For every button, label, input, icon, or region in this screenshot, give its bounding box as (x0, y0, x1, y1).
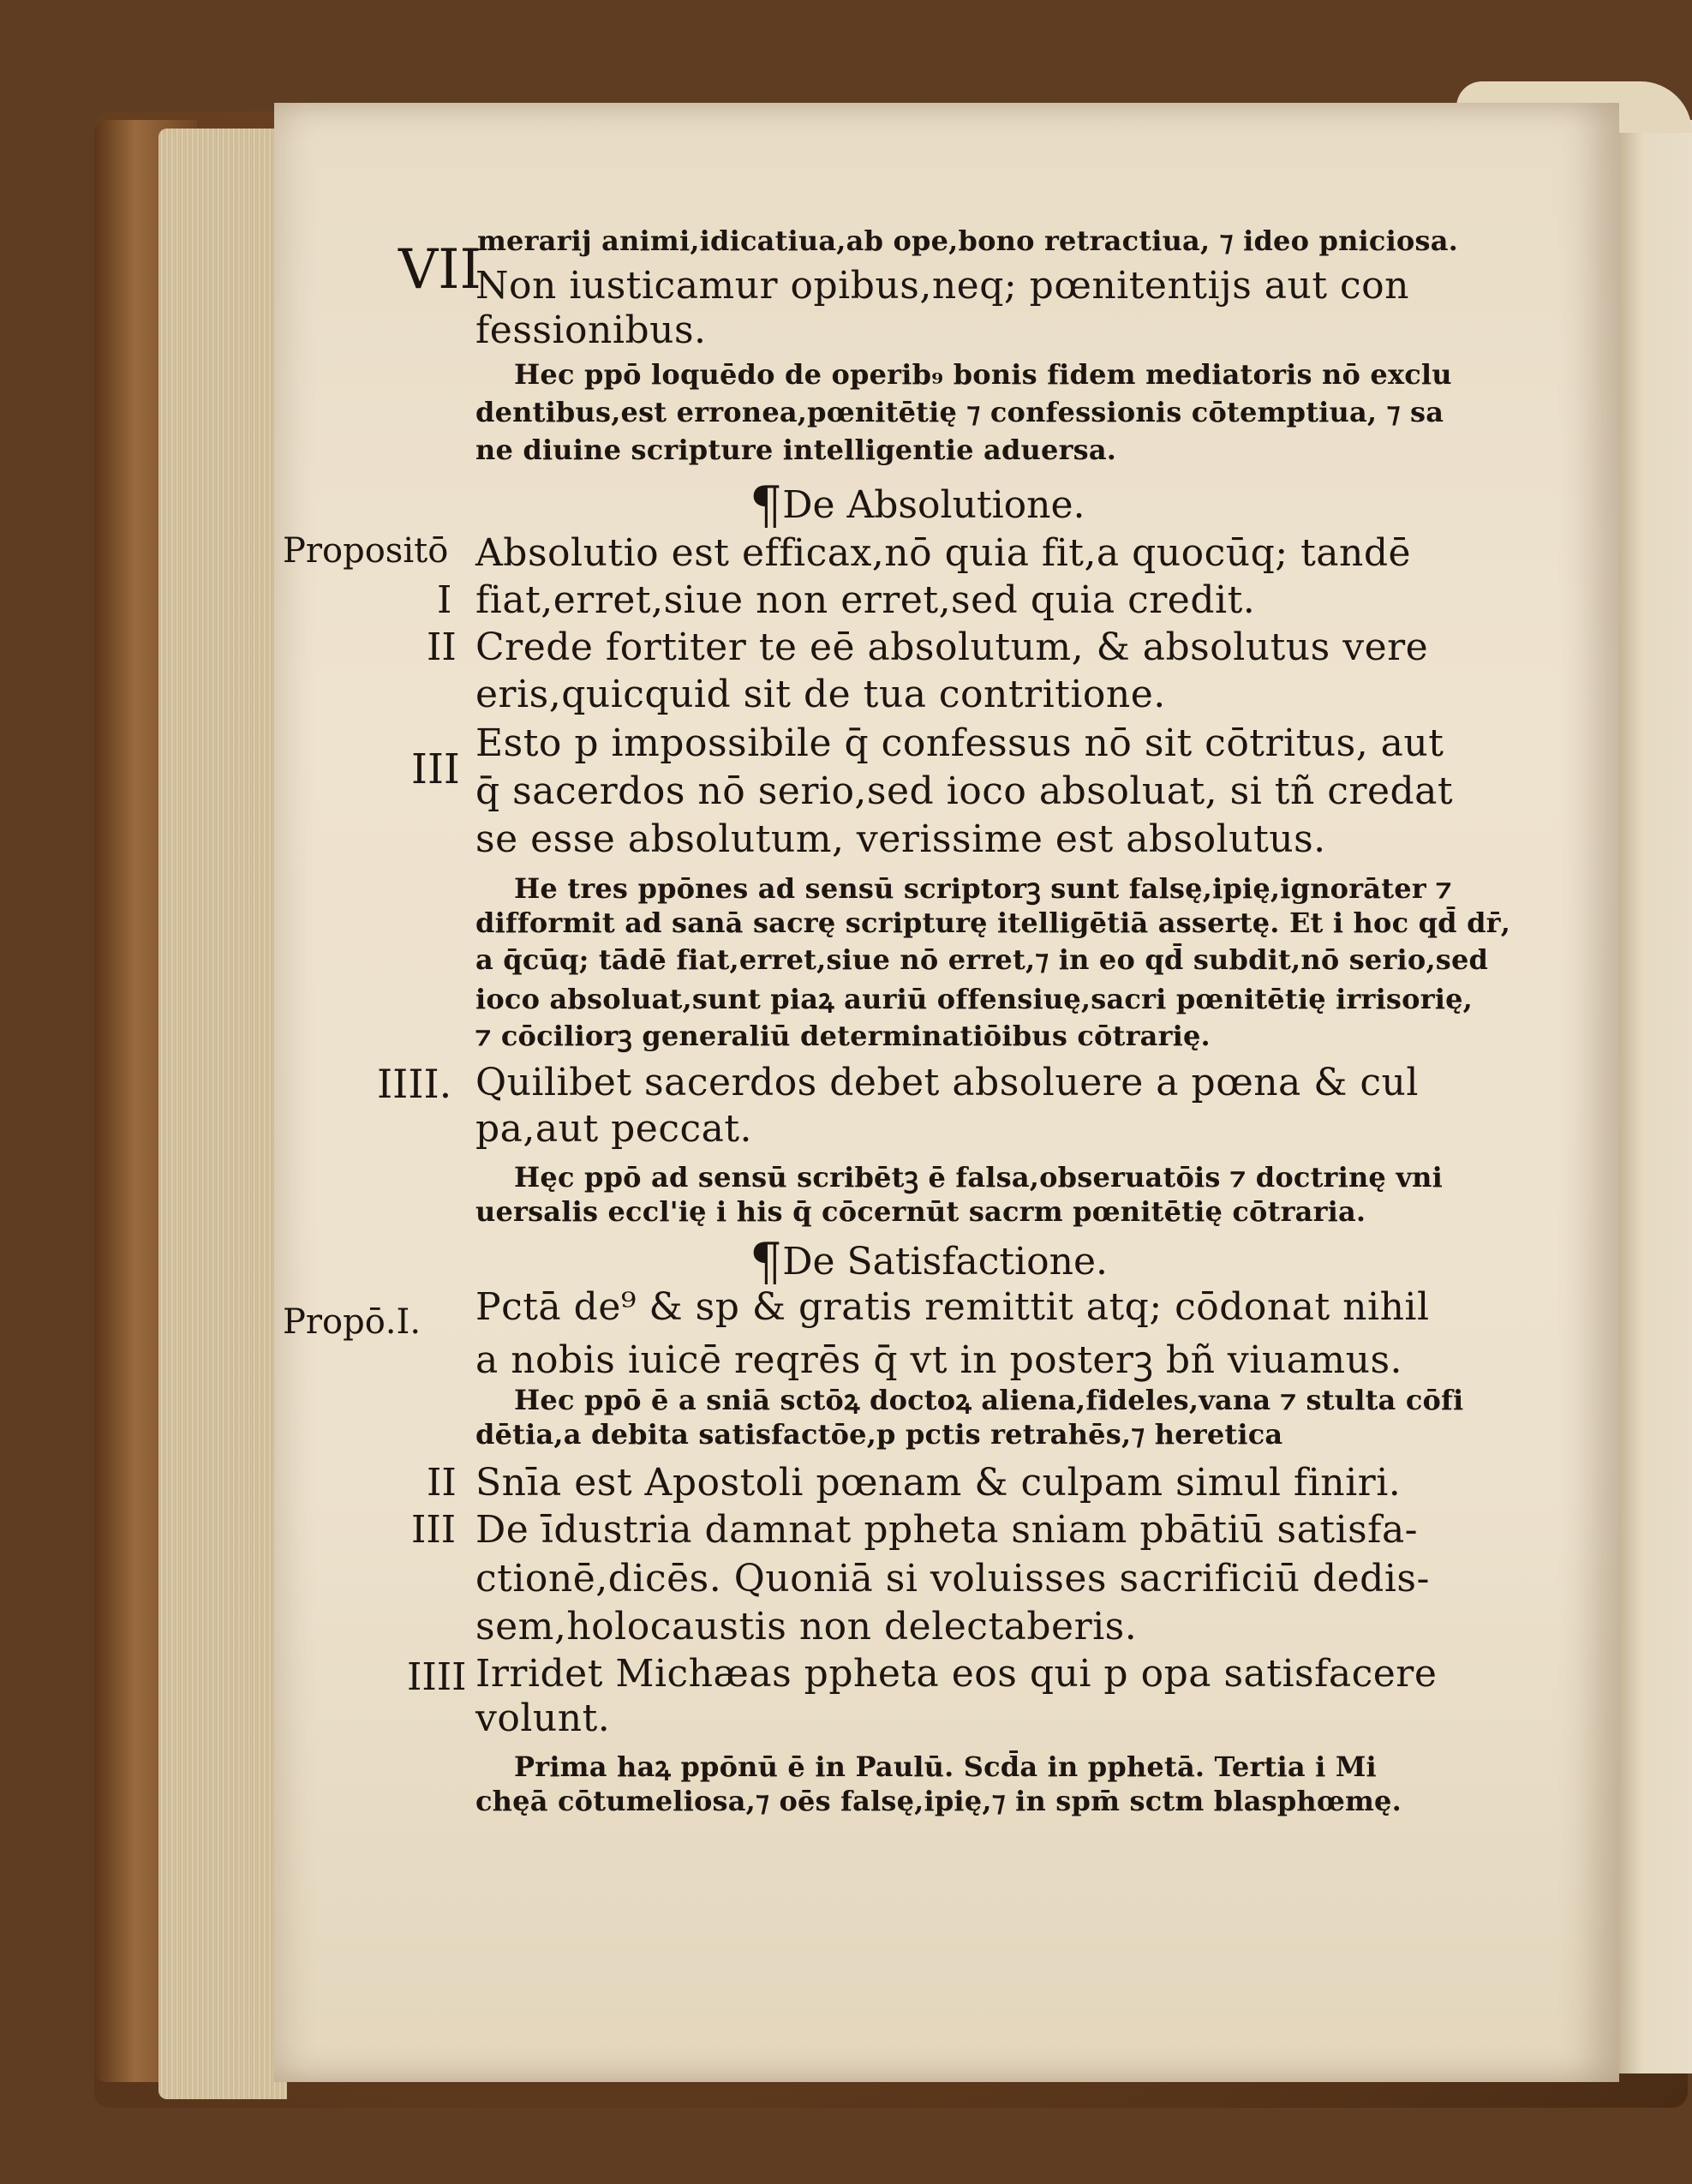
text-line: Crede fortiter te eē absolutum, & absolutus vere (475, 625, 1429, 669)
pilcrow-icon: ¶ (750, 476, 783, 536)
line-marker: II (427, 625, 457, 669)
text-line: Snīa est Apostoli pœnam & culpam simul finiri. (475, 1461, 1402, 1505)
text-line: Esto p impossibile q̄ confessus nō sit cōtritus, aut (475, 721, 1444, 765)
gloss-line: ⁊ cōciliorꝫ generaliū determinatiōibus cōtrarię. (475, 1020, 1211, 1052)
heading-text: De Satisfactione. (782, 1240, 1108, 1283)
line-marker: Propositō (283, 531, 449, 571)
gloss-line: Prima haꝝ ppōnū ē in Paulū. Scd̄a in pphetā. Tertia i Mi (514, 1750, 1377, 1783)
text-line: De īdustria damnat ppheta sniam pbātiū satisfa- (475, 1508, 1419, 1552)
text-line: pa,aut peccat. (475, 1107, 753, 1151)
pilcrow-icon: ¶ (750, 1232, 783, 1292)
line-marker: III (411, 745, 460, 793)
gloss-line: Hec ppō loquēdo de operib₉ bonis fidem mediatoris nō exclu (514, 358, 1452, 391)
gloss-line: difformit ad sanā sacrę scripturę itelligētiā assertę. Et i hoc qd̄ dr̄, (475, 907, 1511, 939)
line-marker: VII (398, 238, 481, 302)
text-line: se esse absolutum, verissime est absolutus. (475, 817, 1326, 861)
gloss-line: dentibus,est erronea,pœnitētię ⁊ confessionis cōtemptiua, ⁊ sa (475, 396, 1444, 428)
text-line: sem,holocaustis non delectaberis. (475, 1605, 1138, 1648)
text-line: a nobis iuicē reqrēs q̄ vt in posterꝫ bñ viuamus. (475, 1338, 1403, 1382)
gloss-line: ne diuine scripture intelligentie aduersa. (475, 434, 1117, 466)
line-marker: III (411, 1508, 457, 1552)
section-heading (750, 1232, 1108, 1292)
text-line: ctionē,dicēs. Quoniā si voluisses sacrificiū dedis- (475, 1557, 1430, 1601)
line-marker: I (437, 578, 452, 622)
text-line: Absolutio est efficax,nō quia fit,a quocūq; tandē (475, 531, 1412, 575)
line-marker: Propō.I. (283, 1302, 422, 1342)
book-page (274, 103, 1619, 2082)
text-line: Quilibet sacerdos debet absoluere a pœna & cul (475, 1061, 1419, 1104)
section-heading (750, 476, 1085, 536)
gloss-line: dētia,a debita satisfactōe,p pctis retrahēs,⁊ heretica (475, 1418, 1283, 1451)
text-line: Non iusticamur opibus,neq; pœnitentijs aut con (475, 264, 1409, 308)
text-line: Irridet Michæas ppheta eos qui p opa satisfacere (475, 1652, 1438, 1696)
heading-text: De Absolutione. (782, 483, 1085, 527)
text-line: q̄ sacerdos nō serio,sed ioco absoluat, si tñ credat (475, 769, 1454, 813)
gloss-line: a q̄cūq; tādē fiat,erret,siue nō erret,⁊ in eo qd̄ subdit,nō serio,sed (475, 943, 1489, 976)
line-marker: IIII. (377, 1061, 452, 1107)
gloss-line: Hęc ppō ad sensū scribētꝫ ē falsa,obseruatōis ⁊ doctrinę vni (514, 1161, 1443, 1194)
gloss-line: uersalis eccl'ię i his q̄ cōcernūt sacrm pœnitētię cōtraria. (475, 1195, 1366, 1228)
text-line: volunt. (475, 1696, 611, 1740)
text-line: fiat,erret,siue non erret,sed quia credit. (475, 578, 1256, 622)
page-edges (158, 129, 287, 2099)
line-marker: IIII (407, 1655, 467, 1699)
text-line: fessionibus. (475, 308, 707, 352)
gloss-line: ioco absoluat,sunt piaꝝ auriū offensiuę,sacri pœnitētię irrisorię, (475, 983, 1474, 1015)
gloss-line: Hec ppō ē a sniā sctōꝝ doctoꝝ aliena,fideles,vana ⁊ stulta cōfi (514, 1384, 1464, 1416)
text-line: merarij animi,idicatiua,ab ope,bono retractiua, ⁊ ideo pniciosa. (477, 224, 1458, 257)
text-line: eris,quicquid sit de tua contritione. (475, 673, 1166, 716)
facing-page-edge (1611, 120, 1692, 2073)
text-line: Pctā de⁹ & sp & gratis remittit atq; cōdonat nihil (475, 1285, 1430, 1329)
gloss-line: He tres ppōnes ad sensū scriptorꝫ sunt falsę,ipię,ignorāter ⁊ (514, 872, 1452, 905)
gloss-line: chęā cōtumeliosa,⁊ oēs falsę,ipię,⁊ in spm̄ sctm blasphœmę. (475, 1785, 1402, 1817)
line-marker: II (427, 1461, 457, 1505)
